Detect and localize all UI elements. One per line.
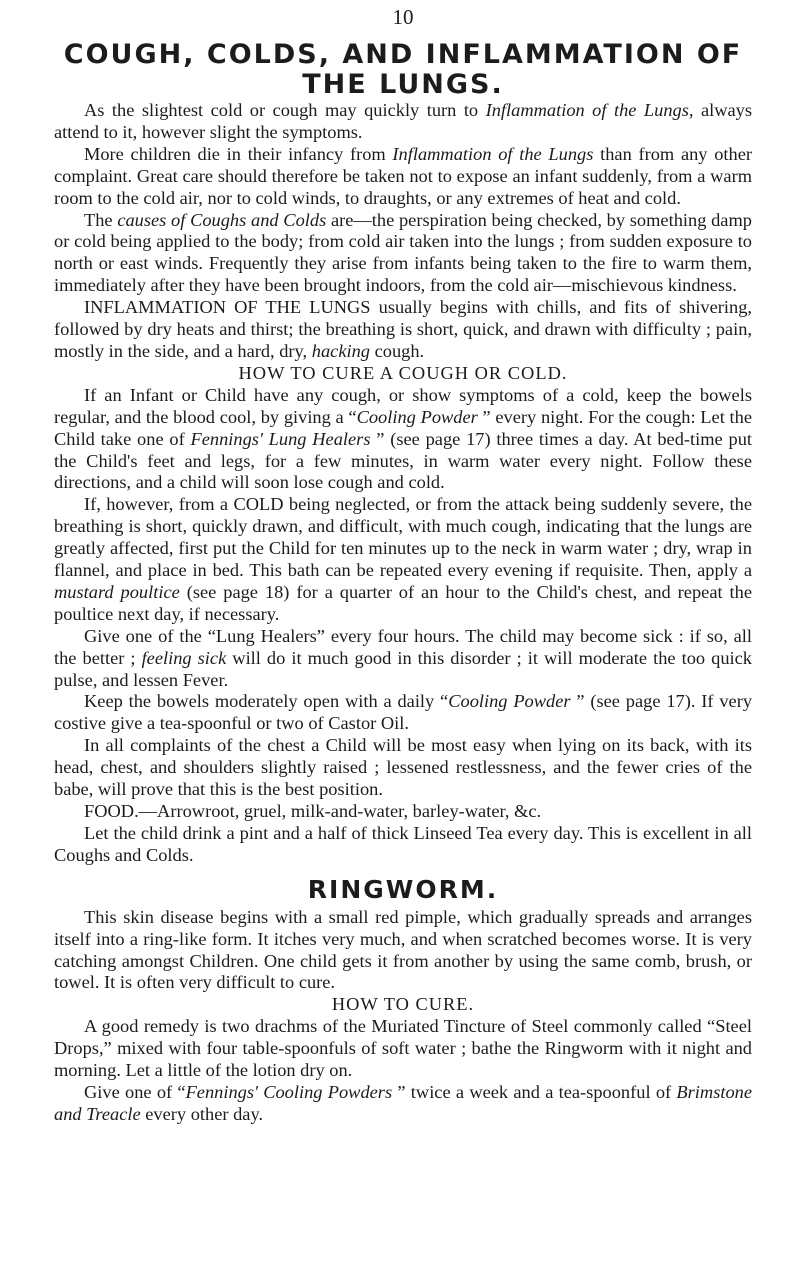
paragraph-intro: As the slightest cold or cough may quickly turn to Inflammation of the Lungs, always attend to it, however slight the symptoms.	[54, 100, 753, 142]
chapter-title	[54, 40, 752, 100]
paragraph-ringworm-description: This skin disease begins with a small red pimple, which gradually spreads and arranges itself into a ring-like form. It itches very much, and when scratched becomes worse. It is very catching amongst Children. One child gets it from another by using the same comb, brush, or towel. It is often very difficult to cure.	[54, 906, 752, 993]
paragraph-steel-drops: A good remedy is two drachms of the Muriated Tincture of Steel commonly called “Steel Drops,” mixed with four table-spoonfuls of soft water ; bathe the Ringworm with it night and morning. Let a little of the lotion dry on.	[54, 1016, 752, 1081]
paragraph-inflammation-symptoms: INFLAMMATION OF THE LUNGS usually begins with chills, and fits of shivering, followed by dry heats and thirst; the breathing is short, quick, and drawn with difficulty ; pain, mostly in the side, and a hard, dry, hacking cough.	[54, 297, 752, 361]
chapter-title-line-1: COUGH, COLDS, AND INFLAMMATION OF	[63, 39, 743, 70]
chapter-title-line-2: THE LUNGS.	[302, 69, 504, 100]
paragraph-position: In all complaints of the chest a Child will be most easy when lying on its back, with its head, chest, and shoulders slightly raised ; lessened restlessness, and the fewer cries of the babe, will prove that this is the best position.	[54, 735, 752, 800]
paragraph-linseed-tea: Let the child drink a pint and a half of thick Linseed Tea every day. This is excellent in all Coughs and Colds.	[54, 822, 752, 865]
paragraph-food: FOOD.—Arrowroot, gruel, milk-and-water, barley-water, &c.	[84, 801, 542, 821]
subheading-how-to-cure: HOW TO CURE.	[331, 994, 475, 1015]
page-number: 10	[392, 5, 414, 29]
paragraph-lung-healers: Give one of the “Lung Healers” every four hours. The child may become sick : if so, all the better ; feeling sick will do it much good in this disorder ; it will moderate the too quick pulse, and lessen Fever.	[54, 625, 753, 690]
paragraph-infancy: More children die in their infancy from Inflammation of the Lungs than from any other complaint. Great care should therefore be taken not to expose an infant suddenly, from a warm room to the cold air, nor to cold winds, to draughts, or any extremes of heat and cold.	[54, 143, 752, 208]
paragraph-cooling-powders: Give one of “Fennings' Cooling Powders ” twice a week and a tea-spoonful of Brimstone and Treacle every other day.	[54, 1081, 753, 1124]
paragraph-infant-treatment: If an Infant or Child have any cough, or show symptoms of a cold, keep the bowels regular, and the blood cool, by giving a “Cooling Powder ” every night. For the cough: Let the Child take one of Fennings' Lung Healers ” (see page 17) three times a day. At bed-time put the Child's feet and legs, for a few minutes, in warm water every night. Follow these directions, and a child will soon lose cough and cold.	[54, 384, 753, 493]
paragraph-bowels: Keep the bowels moderately open with a daily “Cooling Powder ” (see page 17). If very costive give a tea-spoonful or two of Castor Oil.	[54, 691, 753, 734]
subheading-how-to-cure-cough: HOW TO CURE A COUGH OR COLD.	[238, 362, 568, 383]
section-heading-ringworm: RINGWORM.	[307, 874, 499, 904]
paragraph-causes: The causes of Coughs and Colds are—the perspiration being checked, by something damp or cold being applied to the body; from cold air taken into the lungs ; from sudden exposure to north or east winds. Frequently they arise from infants being taken to the fire to warm them, immediately after they have been brought indoors, from the cold air—mischievous kindness.	[54, 209, 752, 296]
paragraph-severe-cold: If, however, from a COLD being neglected, or from the attack being suddenly severe, the breathing is short, quickly drawn, and difficult, with much cough, indicating that the lungs are greatly affected, first put the Child for ten minutes up to the neck in warm water ; dry, wrap in flannel, and place in bed. This bath can be repeated every evening if requisite. Then, apply a mustard poultice (see page 18) for a quarter of an hour to the Child's chest, and repeat the poultice next day, if necessary.	[54, 494, 752, 624]
